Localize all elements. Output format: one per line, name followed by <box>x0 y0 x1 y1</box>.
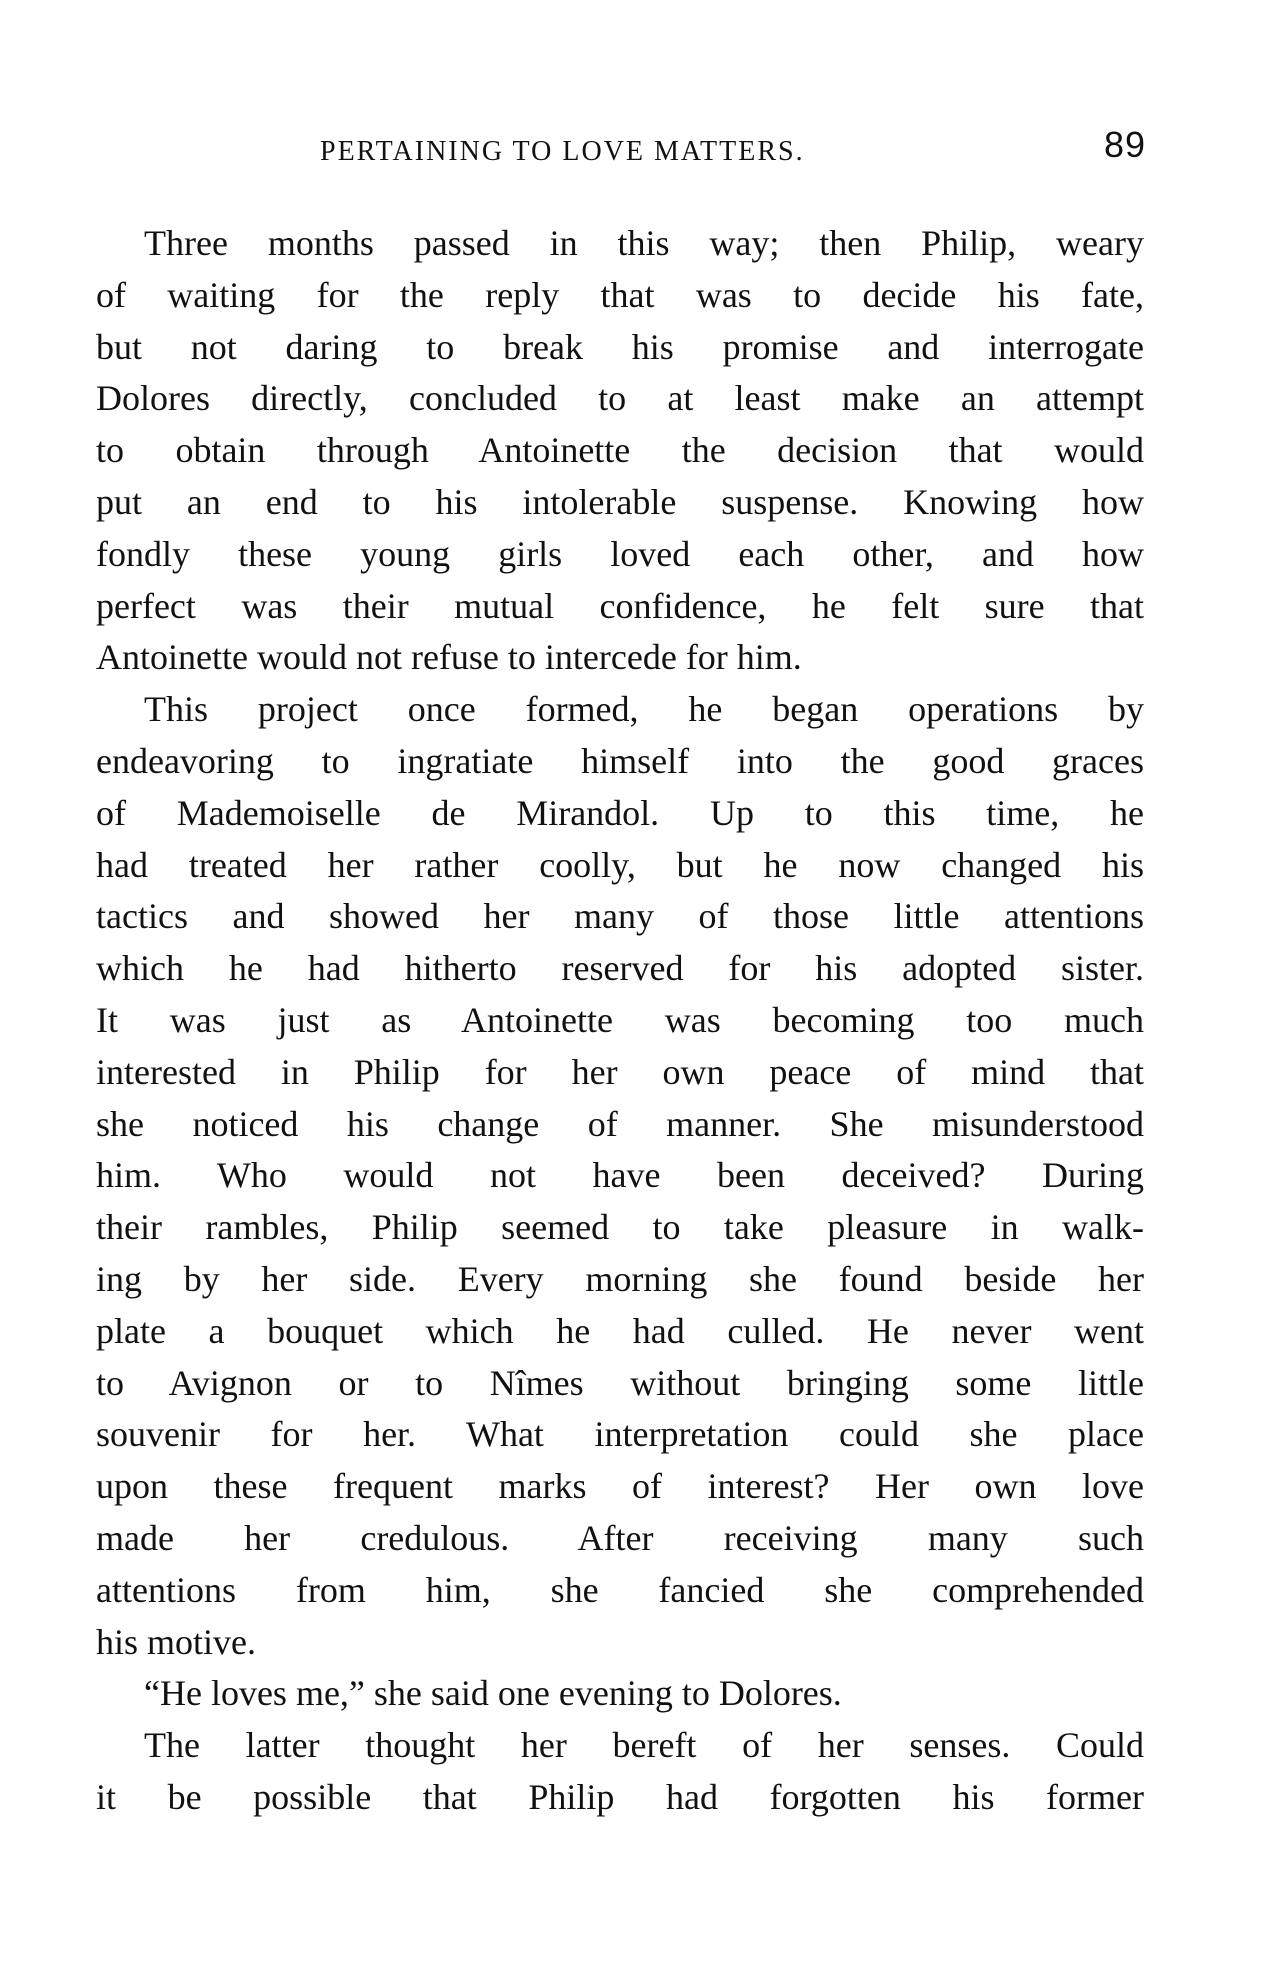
text-line: made her credulous. After receiving many such <box>96 1517 1144 1558</box>
text-line: attentions from him, she fancied she comprehended <box>96 1569 1144 1610</box>
text-line: Dolores directly, concluded to at least make an attempt <box>96 378 1144 419</box>
text-line: she noticed his change of manner. She misunderstood <box>96 1103 1144 1144</box>
text-line: it be possible that Philip had forgotten his former <box>96 1776 1144 1817</box>
running-head: PERTAINING TO LOVE MATTERS. <box>320 136 805 167</box>
text-line: of waiting for the reply that was to decide his fate, <box>96 274 1144 315</box>
text-line: his motive. <box>96 1621 256 1662</box>
text-line: to obtain through Antoinette the decision that would <box>96 430 1144 471</box>
text-line: interested in Philip for her own peace of mind that <box>96 1051 1144 1092</box>
text-line: tactics and showed her many of those little attentions <box>96 896 1144 937</box>
text-line: put an end to his intolerable suspense. Knowing how <box>96 481 1144 522</box>
text-line: endeavoring to ingratiate himself into the good graces <box>96 740 1144 781</box>
body-text <box>96 218 1144 1824</box>
text-line: but not daring to break his promise and interrogate <box>96 326 1144 367</box>
text-line: fondly these young girls loved each other, and how <box>96 533 1144 574</box>
text-line: had treated her rather coolly, but he now changed his <box>96 844 1144 885</box>
text-line: of Mademoiselle de Mirandol. Up to this time, he <box>96 792 1144 833</box>
text-line: upon these frequent marks of interest? Her own love <box>96 1466 1144 1507</box>
text-line: It was just as Antoinette was becoming too much <box>96 999 1144 1040</box>
text-line: him. Who would not have been deceived? During <box>96 1155 1144 1196</box>
text-line: Antoinette would not refuse to intercede for him. <box>96 637 802 678</box>
text-line: souvenir for her. What interpretation could she place <box>96 1414 1144 1455</box>
text-line: This project once formed, he began operations by <box>144 689 1144 730</box>
text-line: which he had hitherto reserved for his adopted sister. <box>96 948 1144 989</box>
text-line: perfect was their mutual confidence, he felt sure that <box>96 585 1144 626</box>
text-line: to Avignon or to Nîmes without bringing some little <box>96 1362 1144 1403</box>
text-line: “He loves me,” she said one evening to Dolores. <box>144 1673 842 1714</box>
text-line: ing by her side. Every morning she found beside her <box>96 1258 1144 1299</box>
page-number: 89 <box>1104 124 1147 165</box>
text-line: The latter thought her bereft of her senses. Could <box>144 1725 1144 1766</box>
text-line: plate a bouquet which he had culled. He never went <box>96 1310 1144 1351</box>
text-line: Three months passed in this way; then Philip, weary <box>144 223 1144 263</box>
text-line: their rambles, Philip seemed to take pleasure in walk- <box>96 1207 1144 1248</box>
